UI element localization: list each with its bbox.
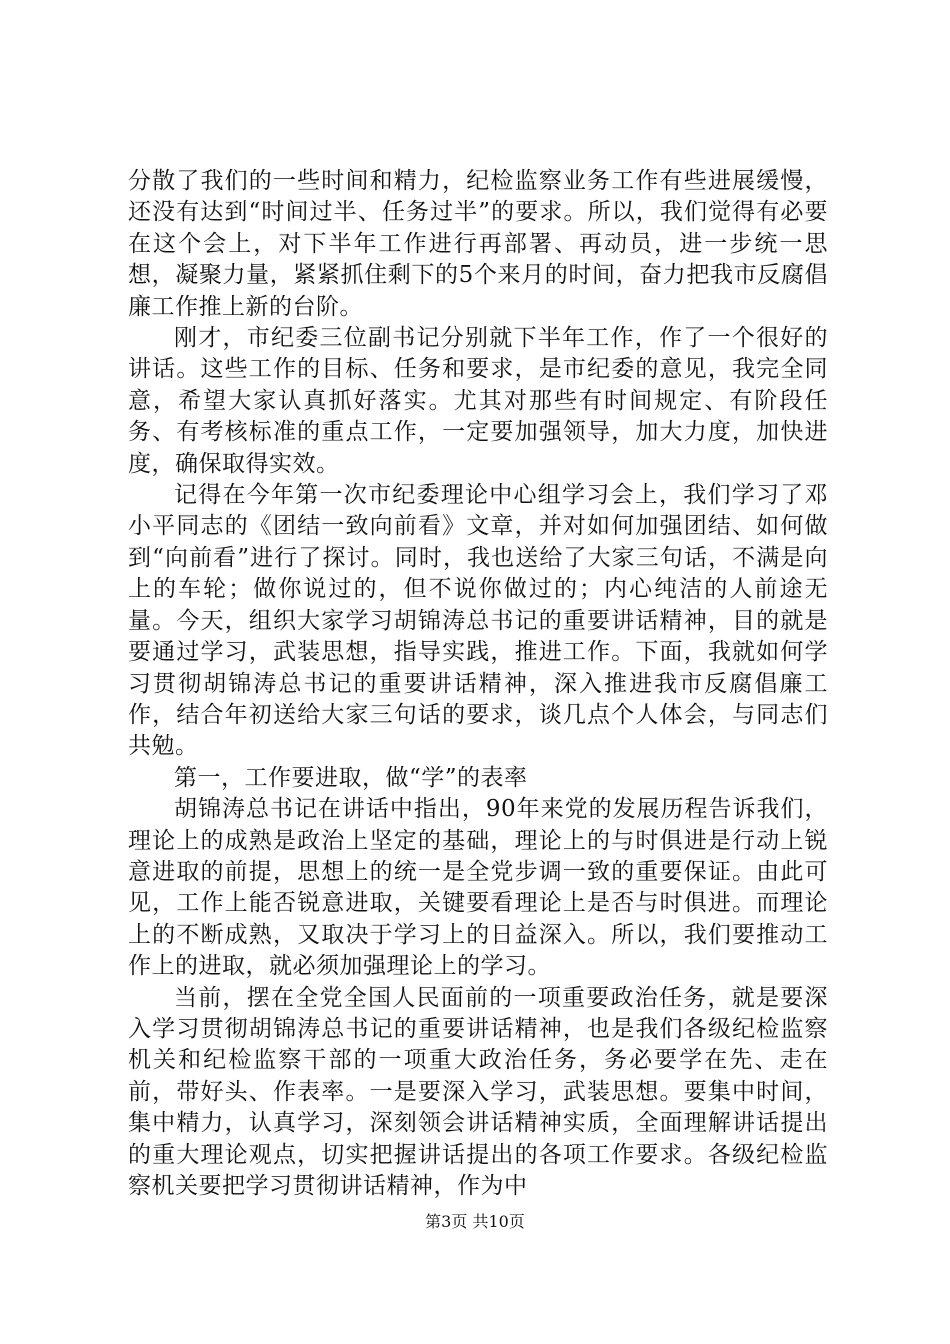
paragraph: 第一，工作要进取，做“学”的表率 (174, 764, 528, 791)
page-footer: 第3页 共10页 (425, 1212, 525, 1231)
paragraph: 刚才，市纪委三位副书记分别就下半年工作，作了一个很好的讲话。这些工作的目标、任务和要求，是市纪委的意见，我完全同意，希望大家认真抓好落实。尤其对那些有时间规定、有阶段任务、有考核标准的重点工作，一定要加强领导，加大力度，加快进度，确保取得实效。 (128, 325, 828, 477)
paragraph: 当前，摆在全党全国人民面前的一项重要政治任务，就是要深入学习贯彻胡锦涛总书记的重要讲话精神，也是我们各级纪检监察机关和纪检监察干部的一项重大政治任务，务必要学在先、走在前，带好头、作表率。一是要深入学习，武装思想。要集中时间，集中精力，认真学习，深刻领会讲话精神实质，全面理解讲话提出的重大理论观点，切实把握讲话提出的各项工作要求。各级纪检监察机关要把学习贯彻讲话精神，作为中 (128, 984, 828, 1199)
paragraph: 分散了我们的一些时间和精力，纪检监察业务工作有些进展缓慢，还没有达到“时间过半、任务过半”的要求。所以，我们觉得有必要在这个会上，对下半年工作进行再部署、再动员，进一步统一思想，凝聚力量，紧紧抓住剩下的5个来月的时间，奋力把我市反腐倡廉工作推上新的台阶。 (128, 168, 828, 320)
paragraph: 胡锦涛总书记在讲话中指出，90年来党的发展历程告诉我们，理论上的成熟是政治上坚定的基础，理论上的与时俱进是行动上锐意进取的前提，思想上的统一是全党步调一致的重要保证。由此可见，工作上能否锐意进取，关键要看理论上是否与时俱进。而理论上的不断成熟，又取决于学习上的日益深入。所以，我们要推动工作上的进取，就必须加强理论上的学习。 (128, 796, 828, 980)
paragraph: 记得在今年第一次市纪委理论中心组学习会上，我们学习了邓小平同志的《团结一致向前看》文章，并对如何加强团结、如何做到“向前看”进行了探讨。同时，我也送给了大家三句话，不满是向上的车轮；做你说过的，但不说你做过的；内心纯洁的人前途无量。今天，组织大家学习胡锦涛总书记的重要讲话精神，目的就是要通过学习，武装思想，指导实践，推进工作。下面，我就如何学习贯彻胡锦涛总书记的重要讲话精神，深入推进我市反腐倡廉工作，结合年初送给大家三句话的要求，谈几点个人体会，与同志们共勉。 (128, 482, 828, 760)
document-body (128, 166, 828, 1202)
